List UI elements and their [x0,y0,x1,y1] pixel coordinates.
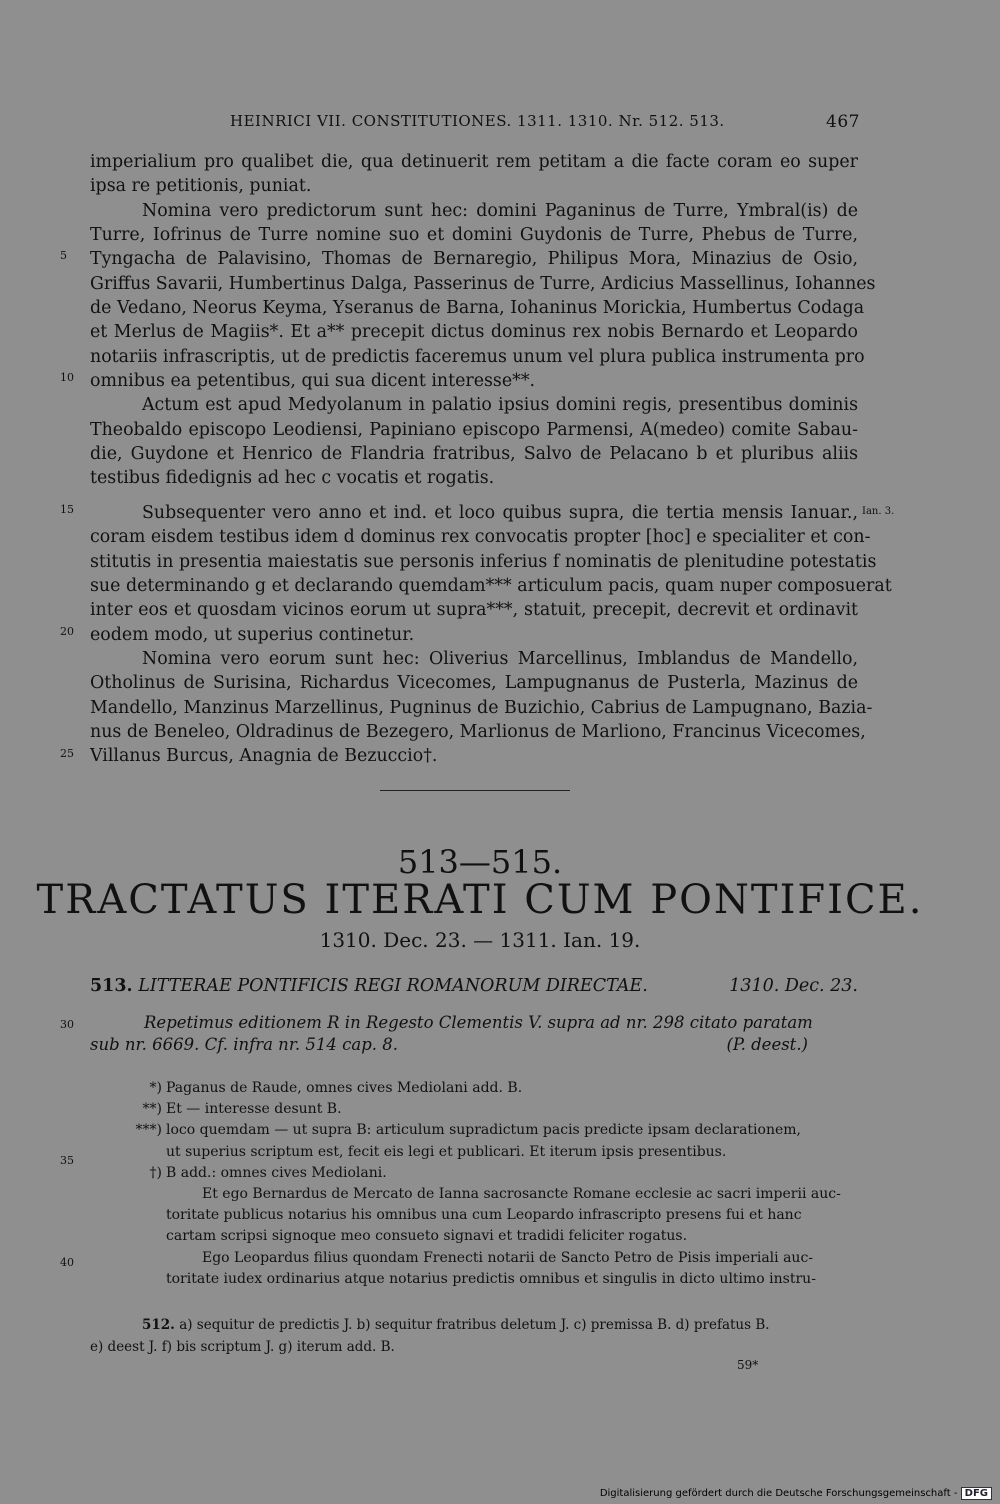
editorial-note-text: sub nr. 6669. Cf. infra nr. 514 cap. 8. [90,1035,398,1054]
text-line: coram eisdem testibus idem d dominus rex convocatis propter [hoc] e specialiter et con- [90,527,871,548]
footnote-text: Et ego Bernardus de Mercato de Ianna sacrosancte Romane ecclesie ac sacri imperii auc- [202,1186,841,1202]
line-number: 15 [60,503,74,516]
text-line: Otholinus de Surisina, Richardus Vicecomes, Lampugnanus de Pusterla, Mazinus de [90,673,858,694]
apparatus-line [90,1314,858,1336]
footnote-text: toritate iudex ordinarius atque notarius predictis omnibus et singulis in dicto ultimo instru- [166,1270,816,1287]
line-number: 10 [60,371,74,384]
footnote-text: Et — interesse desunt B. [166,1101,342,1118]
editorial-note [90,1012,858,1056]
text-line: nus de Beneleo, Oldradinus de Bezegero, Marlionus de Marliono, Francinus Vicecomes, [90,721,866,742]
text-line: Theobaldo episcopo Leodiensi, Papiniano episcopo Parmensi, A(medeo) comite Sabau- [90,419,858,440]
footnote [90,1205,802,1226]
editorial-note-line: Repetimus editionem R in Regesto Clementis V. supra ad nr. 298 citato paratam [144,1013,813,1032]
apparatus [90,1314,858,1358]
dfg-logo: DFG [961,1487,992,1500]
margin-date-note: Ian. 3. [862,506,895,517]
funding-text: Digitalisierung gefördert durch die Deutsche Forschungsgemeinschaft - [599,1488,958,1499]
text-line: Subsequenter vero anno et ind. et loco quibus supra, die tertia mensis Ianuar., [142,502,858,523]
footnote [90,1099,342,1120]
footnote [90,1142,726,1163]
text-line: Griffus Savarii, Humbertinus Dalga, Passerinus de Turre, Ardicius Massellinus, Iohannes [90,273,876,294]
text-line: testibus fidedignis ad hec c vocatis et rogatis. [90,468,495,489]
footnote [90,1226,687,1247]
footnote [90,1269,816,1290]
signature-mark: 59* [737,1358,759,1372]
text-line: et Merlus de Magiis*. Et a** precepit dictus dominus rex nobis Bernardo et Leopardo [90,322,858,343]
page-number: 467 [826,112,860,132]
line-number: 40 [60,1256,74,1269]
text-line: omnibus ea petentibus, qui sua dicent interesse**. [90,371,536,392]
apparatus-number: 512. [142,1317,175,1333]
document-title: LITTERAE PONTIFICIS REGI ROMANORUM DIRECTAE. [138,976,648,996]
text-line: inter eos et quosdam vicinos eorum ut supra***, statuit, precepit, decrevit et ordinavit [90,600,858,621]
document-number: 513. [90,976,133,996]
apparatus-line: e) deest J. f) bis scriptum J. g) iterum add. B. [90,1339,395,1355]
footnote [90,1120,801,1141]
text-line: Nomina vero eorum sunt hec: Oliverius Marcellinus, Imblandus de Mandello, [142,648,858,669]
line-number: 25 [60,747,74,760]
footnote-text: ut superius scriptum est, fecit eis legi et publicari. Et iterum ipsis presentibus. [166,1143,727,1160]
running-header: HEINRICI VII. CONSTITUTIONES. 1311. 1310. Nr. 512. 513. [230,112,725,130]
editorial-source: (P. deest.) [726,1035,808,1054]
footnote-text: Ego Leopardus filius quondam Frenecti notarii de Sancto Petro de Pisis imperiali auc- [202,1249,814,1266]
footnote-mark: †) [149,1164,162,1181]
text-line: stitutis in presentia maiestatis sue personis inferius f nominatis de plenitudine potestatis [90,551,877,572]
document-date: 1310. Dec. 23. [729,976,858,996]
editorial-note-line [90,1034,858,1056]
line-number: 20 [60,625,74,638]
footnote [90,1078,522,1099]
footnote-text: cartam scripsi signoque meo consueto signavi et tradidi feliciter rogatus. [166,1228,688,1245]
section-divider [380,790,570,791]
section-dates: 1310. Dec. 23. — 1311. Ian. 19. [319,928,641,952]
text-line: Mandello, Manzinus Marzellinus, Pugninus de Buzichio, Cabrius de Lampugnano, Bazia- [90,697,873,718]
line-number: 5 [60,249,67,262]
footnote-text: Paganus de Raude, omnes cives Mediolani add. B. [166,1080,523,1096]
footnote-text: loco quemdam — ut supra B: articulum supradictum pacis predicte ipsam declarationem, [166,1122,801,1139]
footnote-mark: **) [142,1101,162,1118]
text-line: Actum est apud Medyolanum in palatio ipsius domini regis, presentibus dominis [142,395,858,416]
footnote-mark: *) [149,1080,162,1096]
apparatus-text: a) sequitur de predictis J. b) sequitur fratribus deletum J. c) premissa B. d) prefatus B. [179,1317,770,1333]
document-heading [90,976,858,996]
text-line: Villanus Burcus, Anagnia de Bezuccio†. [90,746,438,767]
text-line: die, Guydone et Henrico de Flandria fratribus, Salvo de Pelacano b et pluribus aliis [90,444,858,465]
footnote [90,1248,813,1269]
line-number: 35 [60,1154,74,1167]
footnote-text: toritate publicus notarius his omnibus una cum Leopardo infrascripto presens fui et hanc [166,1207,802,1224]
funding-note [600,1488,992,1499]
text-line: imperialium pro qualibet die, qua detinuerit rem petitam a die facte coram eo super [90,152,858,172]
footnote-mark: ***) [135,1122,162,1139]
text-line: Nomina vero predictorum sunt hec: domini Paganinus de Turre, Ymbral(is) de [142,200,858,221]
text-line: ipsa re petitionis, puniat. [90,176,312,197]
text-line: de Vedano, Neorus Keyma, Yseranus de Barna, Iohaninus Morickia, Humbertus Codaga [90,298,865,319]
section-number: 513—515. [397,843,563,881]
section-title: TRACTATUS ITERATI CUM PONTIFICE. [36,877,924,923]
text-line: eodem modo, ut superius continetur. [90,624,415,645]
text-line: notariis infrascriptis, ut de predictis faceremus unum vel plura publica instrumenta pro [90,346,865,367]
line-number: 30 [60,1018,74,1031]
footnote [90,1184,841,1205]
text-line: Turre, Iofrinus de Turre nomine suo et domini Guydonis de Turre, Phebus de Turre, [90,225,858,246]
footnote [90,1163,387,1184]
footnote-text: B add.: omnes cives Mediolani. [166,1164,387,1181]
text-line: Tyngacha de Palavisino, Thomas de Bernaregio, Philipus Mora, Minazius de Osio, [90,249,858,270]
text-line: sue determinando g et declarando quemdam*** articulum pacis, quam nuper composuerat [90,575,892,596]
